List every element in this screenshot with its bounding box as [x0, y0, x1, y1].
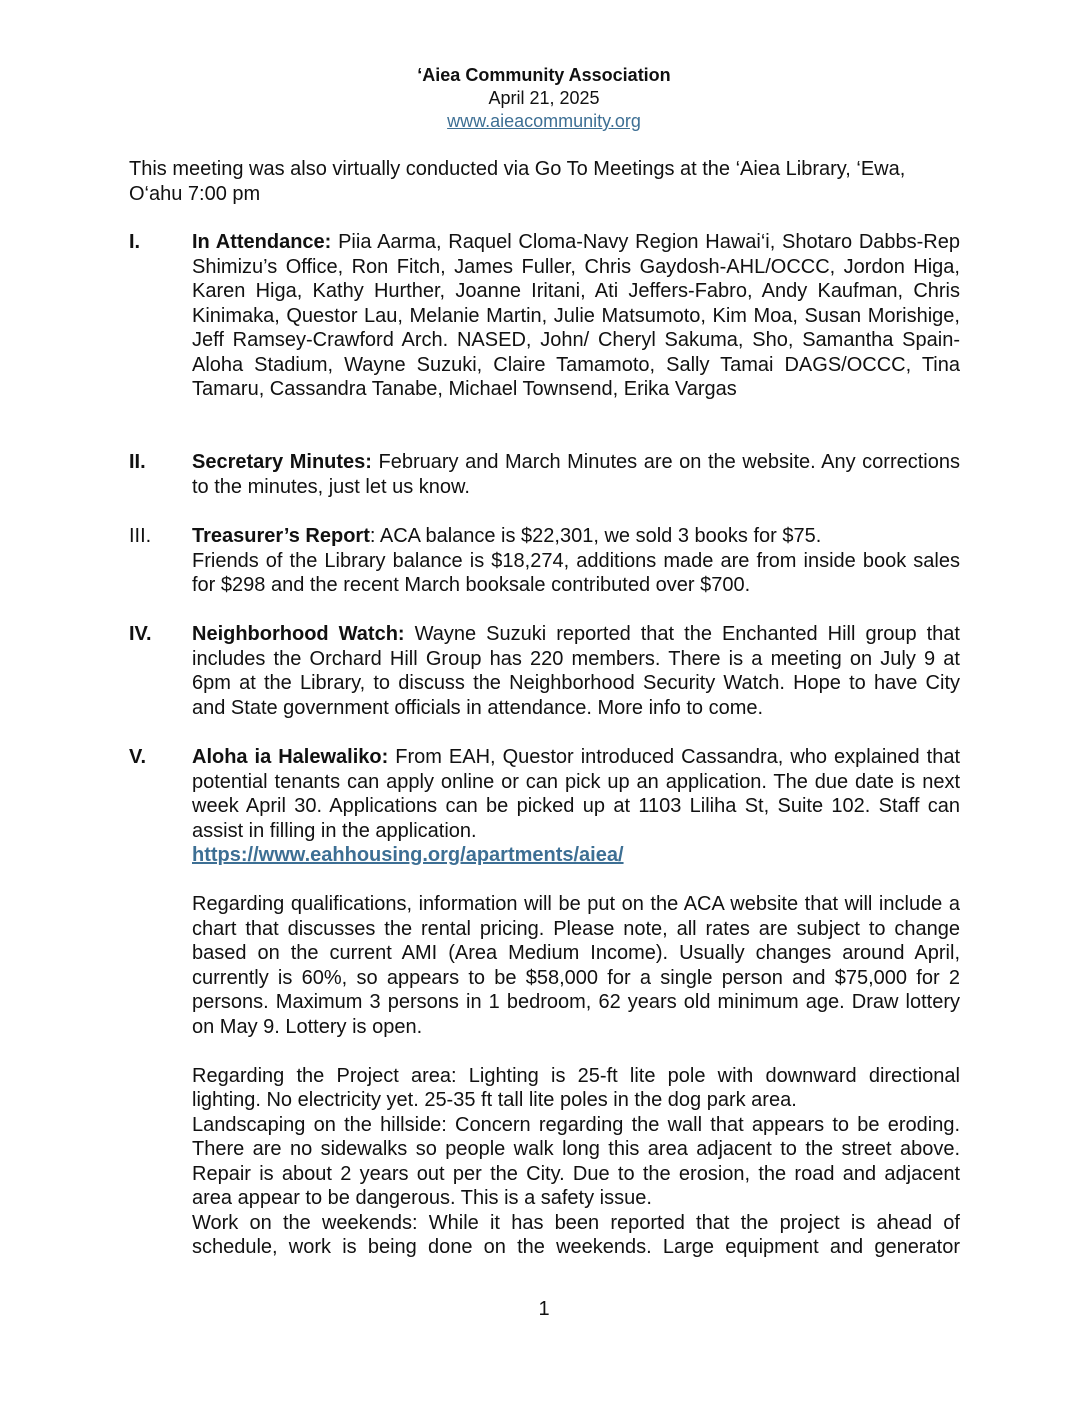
intro-paragraph: This meeting was also virtually conducted via Go To Meetings at the ‘Aiea Library, ‘Ewa, O‘ahu 7:00 pm: [129, 158, 906, 205]
section-body: [192, 524, 960, 598]
section-title: Aloha ia Halewaliko:: [192, 746, 389, 768]
section-body: [192, 230, 960, 402]
eah-housing-link[interactable]: https://www.eahhousing.org/apartments/aiea/: [192, 844, 624, 866]
section-number: II.: [129, 451, 146, 473]
section-number: V.: [129, 746, 147, 768]
section-text-2: Friends of the Library balance is $18,274, additions made are from inside book sales for $298 and the recent March booksale contributed over $700.: [192, 549, 960, 596]
organization-name: ‘Aiea Community Association: [417, 65, 671, 85]
weekend-work-paragraph: Work on the weekends: While it has been reported that the project is ahead of schedule, work is being done on the weekends. Large equipment and generator: [192, 1211, 960, 1258]
meeting-date: April 21, 2025: [488, 88, 600, 108]
section-title: Treasurer’s Report: [192, 525, 370, 547]
section-number: IV.: [129, 623, 152, 645]
qualifications-paragraph: Regarding qualifications, information will be put on the ACA website that will include a chart that discusses the rental pricing. Please note, all rates are subject to change based on the current AMI (Area Medium Income). Usually changes around April, currently is 60%, so appears to be $58,000 for a single person and $75,000 for 2 persons. Maximum 3 persons in 1 bedroom, 62 years old minimum age. Draw lottery on May 9. Lottery is open.: [192, 893, 960, 1038]
section-number: III.: [129, 525, 152, 547]
section-text: Wayne Suzuki reported that the Enchanted Hill group that includes the Orchard Hill Group has 220 members. There is a meeting on July 9 at 6pm at the Library, to discuss the Neighborhood Security Watch. Hope to have City and State government officials in attendance. More info to come.: [192, 623, 960, 719]
section-body: [192, 622, 960, 720]
landscaping-paragraph: Landscaping on the hillside: Concern regarding the wall that appears to be eroding. There are no sidewalks so people walk long this area adjacent to the street above. Repair is about 2 years out per the City. Due to the erosion, the road and adjacent area appear to be dangerous. This is a safety issue.: [192, 1113, 960, 1209]
document-header: [0, 64, 1088, 133]
page-number: 1: [538, 1298, 550, 1320]
website-link[interactable]: www.aieacommunity.org: [447, 111, 641, 131]
section-body: [192, 450, 960, 499]
section-title: Secretary Minutes:: [192, 451, 372, 473]
section-number: I.: [129, 231, 141, 253]
section-text: Piia Aarma, Raquel Cloma-Navy Region Hawai‘i, Shotaro Dabbs-Rep Shimizu’s Office, Ron Fitch, James Fuller, Chris Gaydosh-AHL/OCCC, Jordon Higa, Karen Higa, Kathy Hurther, Joanne Iritani, Ati Jeffers-Fabro, Andy Kaufman, Chris Kinimaka, Questor Lau, Melanie Martin, Julie Matsumoto, Kim Moa, Susan Morishige, Jeff Ramsey-Crawford Arch. NASED, John/ Cheryl Sakuma, Sho, Samantha Spain-Aloha Stadium, Wayne Suzuki, Claire Tamamoto, Sally Tamai DAGS/OCCC, Tina Tamaru, Cassandra Tanabe, Michael Townsend, Erika Vargas: [192, 231, 960, 400]
section-text: : ACA balance is $22,301, we sold 3 books for $75.: [369, 525, 822, 547]
section-body: [192, 745, 960, 1260]
section-title: Neighborhood Watch:: [192, 623, 405, 645]
project-area-paragraph: Regarding the Project area: Lighting is 25-ft lite pole with downward directional lighting. No electricity yet. 25-35 ft tall lite poles in the dog park area.: [192, 1064, 960, 1111]
section-text: From EAH, Questor introduced Cassandra, who explained that potential tenants can apply online or can pick up an application. The due date is next week April 30. Applications can be picked up at 1103 Liliha St, Suite 102. Staff can assist in filling in the application.: [192, 746, 960, 842]
section-text: February and March Minutes are on the website. Any corrections to the minutes, just let us know.: [192, 451, 960, 498]
section-title: In Attendance:: [192, 231, 332, 253]
